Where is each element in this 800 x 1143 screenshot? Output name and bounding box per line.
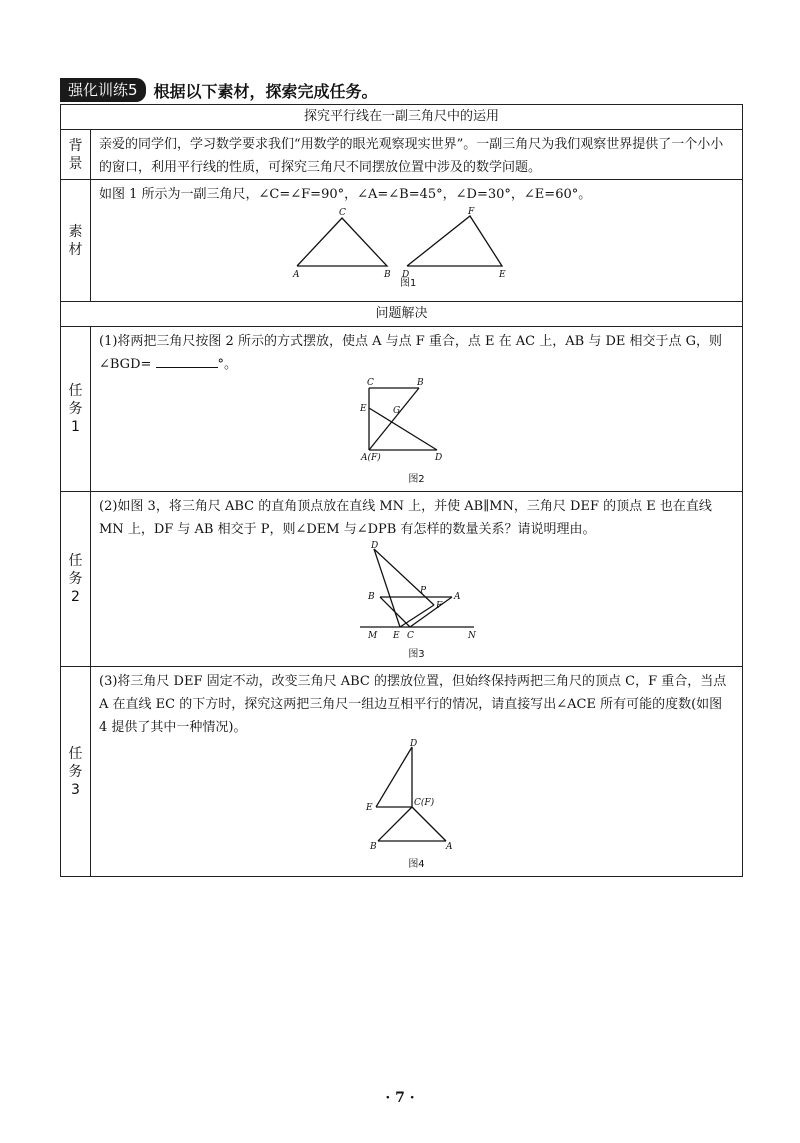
material-text: 如图 1 所示为一副三角尺，∠C=∠F=90°，∠A=∠B=45°，∠D=30°，∠E=60°。 [99, 187, 592, 202]
answer-blank[interactable] [156, 355, 218, 368]
point-label: C [406, 631, 414, 641]
point-label: A [445, 842, 452, 851]
task3-row [61, 667, 743, 877]
task1-label: 任 务 1 [61, 327, 91, 492]
point-label: B [416, 378, 424, 388]
training-badge: 强化训练5 [60, 78, 146, 102]
point-label: G [392, 406, 400, 416]
task1-text: (1)将两把三角尺按图 2 所示的方式摆放，使点 A 与点 F 重合，点 E 在 AC 上，AB 与 DE 相交于点 G，则∠BGD= °。 [99, 334, 723, 372]
point-label: B [369, 842, 377, 851]
task3-text: (3)将三角尺 DEF 固定不动，改变三角尺 ABC 的摆放位置，但始终保持两把三角尺的顶点 C，F 重合，当点 A 在直线 EC 的下方时，探究这两把三角尺一组边互相平行的情况，请直接写出∠ACE 所有可能的度数(如图 4 提供了其中一种情况)。 [99, 674, 727, 735]
background-text: 亲爱的同学们，学习数学要求我们“用数学的眼光观察现实世界”。一副三角尺为我们观察世界提供了一个小小的窗口，利用平行线的性质，可探究三角尺不同摆放位置中涉及的数学问题。 [91, 130, 743, 180]
point-label: D [370, 541, 378, 551]
table-title-row [61, 105, 743, 130]
background-label: 背 景 [61, 130, 91, 180]
point-label: E [359, 404, 367, 414]
point-label: M [367, 631, 377, 641]
figure-1 [99, 206, 734, 296]
point-label: A(F) [360, 453, 381, 463]
section-header [60, 78, 378, 102]
figure-3-caption: 图3 [408, 649, 425, 660]
point-label: D [409, 739, 417, 749]
material-label: 素 材 [61, 180, 91, 302]
task2-row [61, 492, 743, 667]
point-label: B [367, 592, 375, 602]
figure-2-diagram [357, 376, 477, 466]
point-label: A [453, 592, 460, 602]
point-label: C [338, 208, 346, 218]
table-title: 探究平行线在一副三角尺中的运用 [61, 105, 743, 130]
point-label: F [435, 601, 442, 611]
page-number: · 7 · [385, 1090, 415, 1106]
problem-heading-row [61, 302, 743, 327]
point-label: E [498, 270, 506, 280]
point-label: B [383, 270, 391, 280]
point-label: E [365, 803, 373, 813]
instruction-text: 根据以下素材，探索完成任务。 [153, 81, 378, 101]
background-row [61, 130, 743, 180]
point-label: F [467, 207, 474, 217]
task2-label: 任 务 2 [61, 492, 91, 667]
figure-4-caption: 图4 [408, 859, 425, 870]
point-label: D [401, 270, 409, 280]
figure-2-caption: 图2 [408, 474, 425, 485]
point-label: A [292, 270, 299, 280]
point-label: C [366, 378, 374, 388]
figure-4 [99, 739, 734, 876]
point-label: C(F) [413, 798, 434, 808]
point-label: P [419, 586, 426, 596]
point-label: E [392, 631, 400, 641]
figure-3 [99, 541, 734, 666]
problem-heading: 问题解决 [61, 302, 743, 327]
task3-label: 任 务 3 [61, 667, 91, 877]
task2-text: (2)如图 3，将三角尺 ABC 的直角顶点放在直线 MN 上，并使 AB∥MN，三角尺 DEF 的顶点 E 也在直线 MN 上，DF 与 AB 相交于 P，则∠DEM 与∠DPB 有怎样的数量关系？请说明理由。 [99, 499, 712, 537]
point-label: N [467, 631, 476, 641]
material-row [61, 180, 743, 302]
figure-4-diagram [362, 739, 472, 851]
figure-3-diagram [352, 541, 482, 641]
exploration-table [60, 104, 743, 877]
figure-1-caption: 图1 [399, 278, 416, 288]
figure-2 [99, 376, 734, 491]
figure-1-diagram [287, 206, 547, 288]
point-label: D [434, 453, 442, 463]
task1-row [61, 327, 743, 492]
